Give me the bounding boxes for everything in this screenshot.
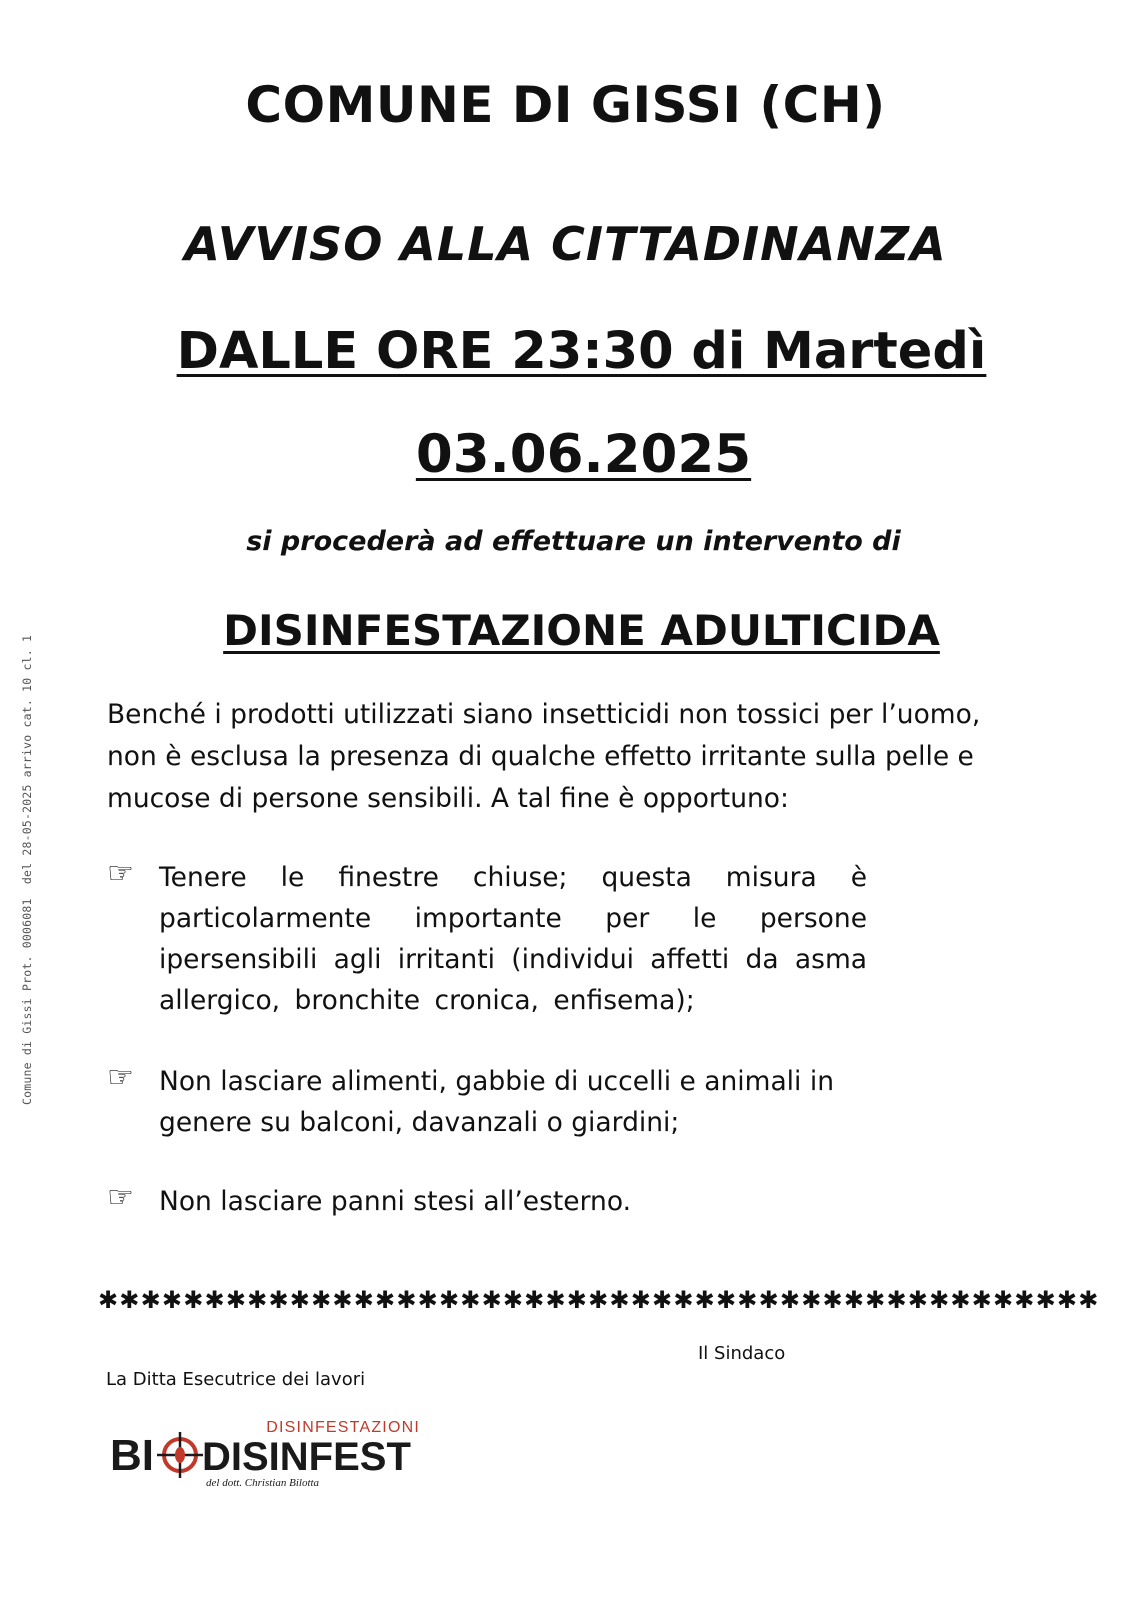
recommendation-text: Non lasciare alimenti, gabbie di uccelli e animali in genere su balconi, davanzali o giardini; bbox=[159, 1066, 834, 1138]
schedule-date: 03.06.2025 bbox=[415, 424, 752, 485]
star-separator: ✱✱✱✱✱✱✱✱✱✱✱✱✱✱✱✱✱✱✱✱✱✱✱✱✱✱✱✱✱✱✱✱✱✱✱✱✱✱✱✱✱✱✱✱✱✱✱ bbox=[98, 1286, 1100, 1314]
pointing-hand-icon: ☞ bbox=[107, 1180, 134, 1215]
pointing-hand-icon: ☞ bbox=[107, 1060, 134, 1095]
contractor-label: La Ditta Esecutrice dei lavori bbox=[106, 1369, 366, 1390]
logo-brand-right: DISINFEST bbox=[202, 1435, 411, 1479]
pointing-hand-icon: ☞ bbox=[107, 856, 134, 891]
protocol-stamp: Comune di Gissi Prot. 0006081 del 28-05-2025 arrivo cat. 10 cl. 1 bbox=[20, 634, 34, 1105]
intro-line: si procederà ad effettuare un intervento di bbox=[246, 526, 901, 557]
recommendation-item bbox=[107, 857, 867, 1021]
biodisinfest-logo bbox=[110, 1418, 430, 1490]
treatment-title: DISINFESTAZIONE ADULTICIDA bbox=[223, 606, 940, 655]
logo-target-icon bbox=[157, 1432, 203, 1478]
logo-top-text: DISINFESTAZIONI bbox=[266, 1419, 420, 1436]
recommendation-text: Non lasciare panni stesi all’esterno. bbox=[159, 1186, 631, 1217]
recommendation-text: Tenere le finestre chiuse; questa misura è particolarmente importante per le persone ipersensibili agli irritanti (individui affetti da asma allergico, bronchite cronica, enfisema); bbox=[159, 862, 867, 1016]
mayor-label: Il Sindaco bbox=[698, 1343, 786, 1364]
notice-heading: AVVISO ALLA CITTADINANZA bbox=[184, 217, 947, 271]
recommendation-item bbox=[107, 1061, 867, 1143]
schedule-time: DALLE ORE 23:30 di Martedì bbox=[176, 322, 987, 381]
recommendation-item bbox=[107, 1181, 867, 1222]
municipality-title: COMUNE DI GISSI (CH) bbox=[245, 76, 886, 134]
warning-paragraph: Benché i prodotti utilizzati siano insetticidi non tossici per l’uomo, non è esclusa la presenza di qualche effetto irritante sulla pelle e mucose di persone sensibili. A tal fine è opportuno: bbox=[107, 699, 981, 814]
logo-brand-left: BI bbox=[110, 1431, 154, 1480]
logo-tagline: del dott. Christian Bilotta bbox=[206, 1477, 320, 1489]
